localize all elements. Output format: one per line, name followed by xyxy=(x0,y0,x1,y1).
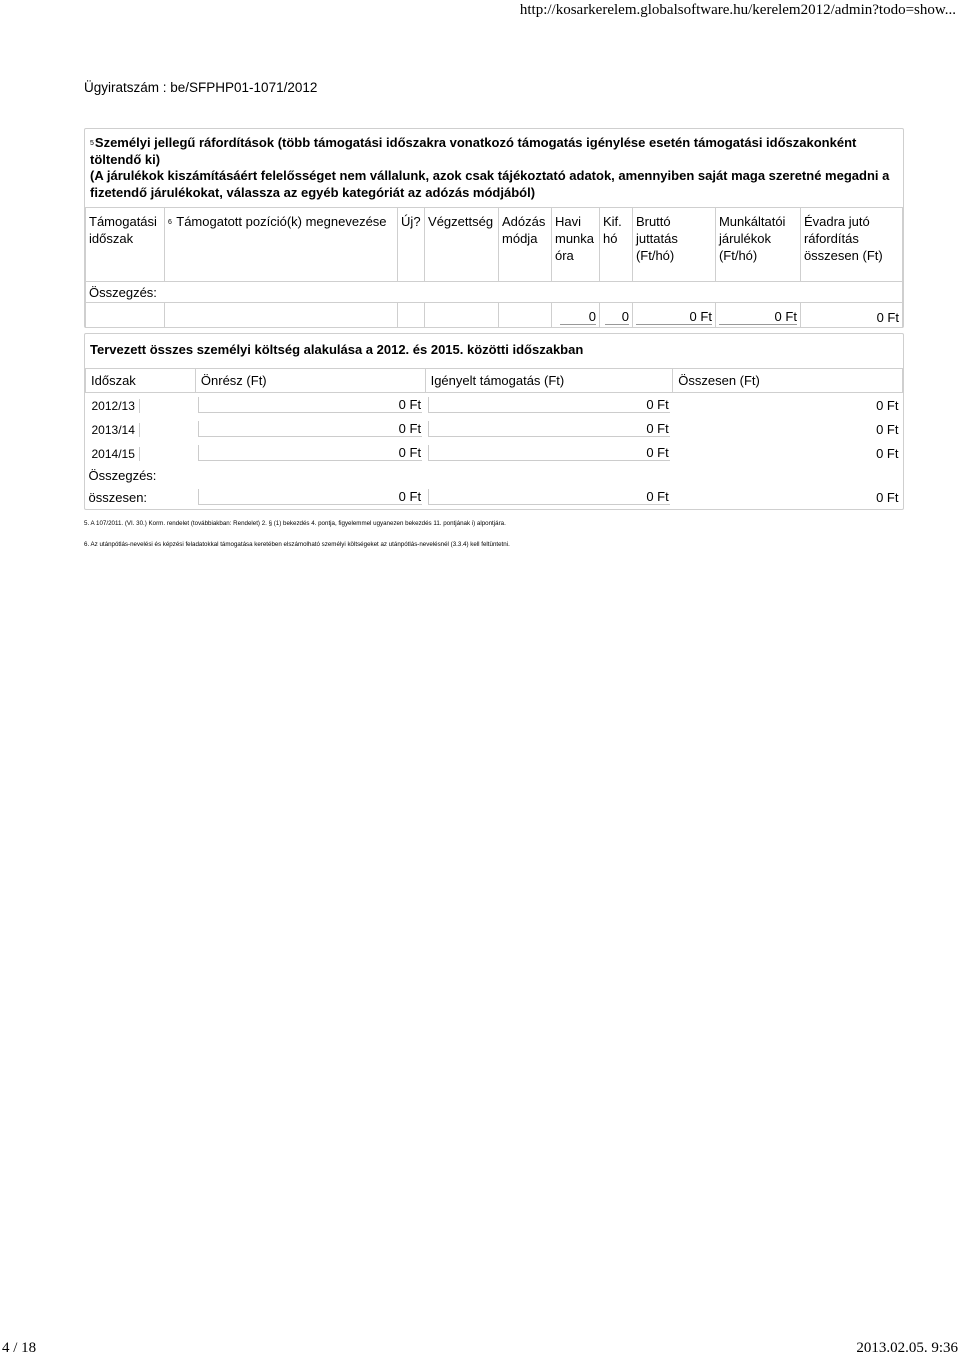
table-row xyxy=(86,441,903,465)
period-label: 2014/15 xyxy=(89,447,140,461)
col-new: Új? xyxy=(398,208,425,282)
total-value: 0 Ft xyxy=(876,445,899,461)
col-own: Önrész (Ft) xyxy=(195,369,425,393)
sum-months: 0 xyxy=(605,309,629,325)
personnel-costs-section xyxy=(84,128,904,328)
section1-heading xyxy=(90,135,895,201)
totals-label: összesen: xyxy=(88,489,148,505)
header-url: http://kosarkerelem.globalsoftware.hu/kerelem2012/admin?todo=show... xyxy=(519,2,956,18)
footnote-ref-5: 5 xyxy=(90,140,94,147)
planned-costs-section xyxy=(84,333,904,510)
col-total: Összesen (Ft) xyxy=(673,369,903,393)
footnote-5: 5. A 107/2011. (VI. 30.) Korm. rendelet (továbbiakban: Rendelet) 2. § (1) bekezdés 4. pontja, figyelemmel ugyanezen bekezdés 11. pontjának i) alpontjára. xyxy=(84,520,506,527)
own-value: 0 Ft xyxy=(198,445,422,461)
col-gross: Bruttó juttatás (Ft/hó) xyxy=(632,208,715,282)
period-label: 2012/13 xyxy=(89,399,140,413)
col-position xyxy=(164,208,397,282)
sum-employer-contrib: 0 Ft xyxy=(719,309,797,325)
summary-label: Összegzés: xyxy=(88,467,157,483)
total-requested: 0 Ft xyxy=(428,489,670,505)
col-months: Kif. hó xyxy=(599,208,632,282)
reference-number: Ügyiratszám : be/SFPHP01-1071/2012 xyxy=(84,80,318,95)
planned-costs-table xyxy=(85,368,903,509)
period-label: 2013/14 xyxy=(89,423,140,437)
table-row xyxy=(86,393,903,418)
col-period: Időszak xyxy=(86,369,196,393)
col-employer-contrib: Munkáltatói járulékok (Ft/hó) xyxy=(715,208,800,282)
col-qualification: Végzettség xyxy=(425,208,499,282)
sum-monthly-hours: 0 xyxy=(560,309,596,325)
col-season-total: Évadra jutó ráfordítás összesen (Ft) xyxy=(800,208,902,282)
footnote-6: 6. Az utánpótlás-nevelési és képzési feladatokkal támogatása keretében elszámolható személyi költségeket az utánpótlás-nevelésnél (3.3.4) kell feltüntetni. xyxy=(84,541,510,548)
total-total: 0 Ft xyxy=(876,489,899,505)
summary-row xyxy=(86,303,903,328)
requested-value: 0 Ft xyxy=(428,445,670,461)
col-period: Támogatási időszak xyxy=(86,208,165,282)
own-value: 0 Ft xyxy=(198,421,422,437)
total-value: 0 Ft xyxy=(876,421,899,437)
section1-title: Személyi jellegű ráfordítások (több támogatási időszakra vonatkozó támogatás igénylése esetén támogatási időszakonként töltendő ki) xyxy=(90,135,857,167)
table-row xyxy=(86,417,903,441)
section2-heading: Tervezett összes személyi költség alakulása a 2012. és 2015. közötti időszakban xyxy=(90,342,584,357)
own-value: 0 Ft xyxy=(198,397,422,413)
total-own: 0 Ft xyxy=(198,489,422,505)
summary-label: Összegzés: xyxy=(86,282,903,303)
totals-row xyxy=(86,485,903,509)
footnote-ref-6: 6 xyxy=(167,219,172,226)
print-date: 2013.02.05. 9:36 xyxy=(856,1340,958,1356)
col-tax-mode: Adózás módja xyxy=(499,208,552,282)
page-number: 4 / 18 xyxy=(2,1340,37,1356)
sum-season-total: 0 Ft xyxy=(876,310,899,325)
personnel-table xyxy=(85,207,903,328)
requested-value: 0 Ft xyxy=(428,421,670,437)
total-value: 0 Ft xyxy=(876,397,899,413)
col-monthly-hours: Havi munka óra xyxy=(551,208,599,282)
requested-value: 0 Ft xyxy=(428,397,670,413)
sum-gross: 0 Ft xyxy=(636,309,712,325)
section1-subtitle: (A járulékok kiszámításáért felelősséget nem vállalunk, azok csak tájékoztató adatok, amennyiben saját maga szeretné megadni a fizetendő járulékokat, válassza az egyéb kategóriát az adózás módjából) xyxy=(90,168,890,200)
col-requested: Igényelt támogatás (Ft) xyxy=(425,369,673,393)
col-position-label: Támogatott pozíció(k) megnevezése xyxy=(176,214,387,229)
